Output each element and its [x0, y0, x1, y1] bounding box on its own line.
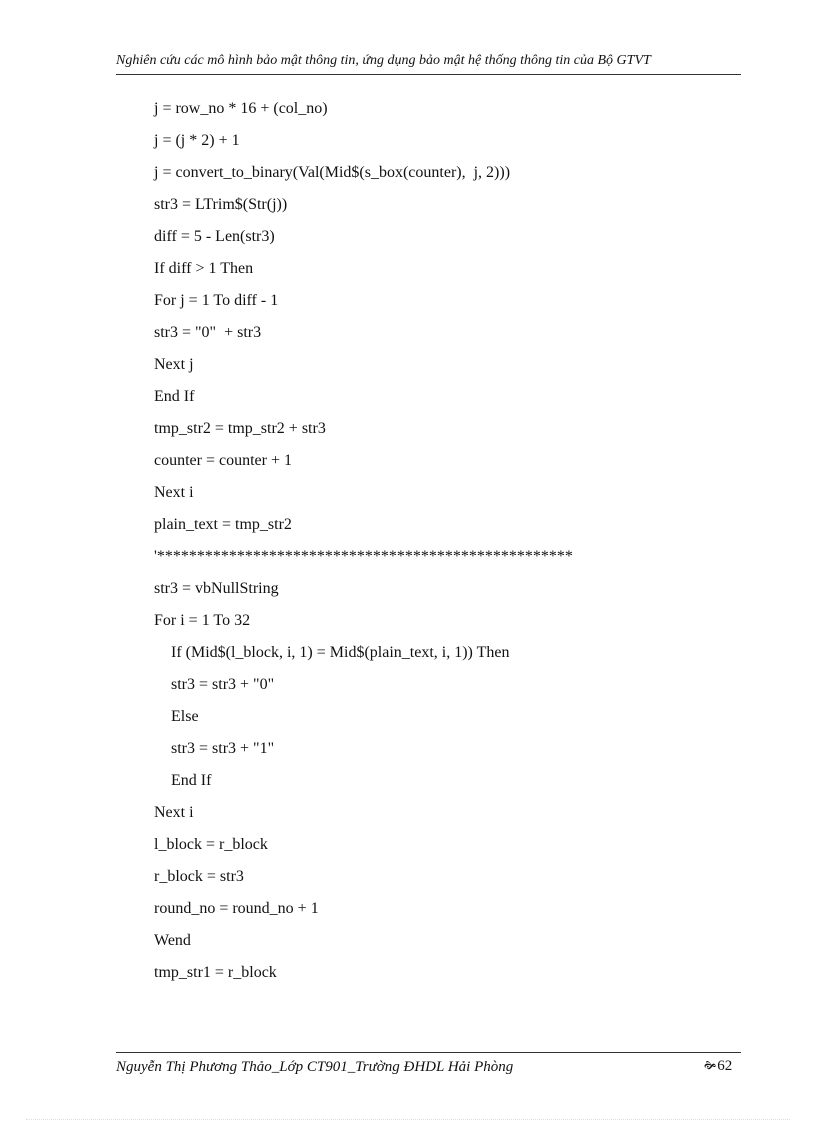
code-line: For i = 1 To 32: [154, 612, 251, 629]
code-line: Next i: [154, 804, 194, 821]
code-line: Next i: [154, 484, 194, 501]
page-header: Nghiên cứu các mô hình bảo mật thông tin, ứng dụng bảo mật hệ thống thông tin của Bộ GTVT: [116, 53, 651, 68]
code-line: str3 = "0" + str3: [154, 324, 262, 341]
page-footer: Nguyễn Thị Phương Thảo_Lớp CT901_Trường ĐHDL Hải Phòng: [116, 1059, 514, 1075]
code-block: [154, 97, 754, 993]
code-line: counter = counter + 1: [154, 452, 292, 469]
code-line: j = row_no * 16 + (col_no): [154, 100, 328, 117]
code-line: j = convert_to_binary(Val(Mid$(s_box(counter), j, 2))): [154, 164, 511, 181]
page-edge-divider: [26, 1119, 790, 1120]
code-line: str3 = str3 + "1": [171, 740, 275, 757]
ornament-icon: 🙞: [704, 1060, 717, 1072]
code-line: str3 = str3 + "0": [171, 676, 275, 693]
code-line: For j = 1 To diff - 1: [154, 292, 279, 309]
code-line: l_block = r_block: [154, 836, 268, 853]
code-line: str3 = LTrim$(Str(j)): [154, 196, 288, 213]
code-line: Else: [171, 708, 199, 725]
footer-rule: [116, 1052, 741, 1053]
code-line: tmp_str1 = r_block: [154, 964, 277, 981]
code-line: If (Mid$(l_block, i, 1) = Mid$(plain_text, i, 1)) Then: [171, 644, 510, 661]
code-line: plain_text = tmp_str2: [154, 516, 292, 533]
code-line: str3 = vbNullString: [154, 580, 279, 597]
code-line: If diff > 1 Then: [154, 260, 254, 277]
code-line: End If: [154, 388, 195, 405]
code-line: round_no = round_no + 1: [154, 900, 319, 917]
code-line: Next j: [154, 356, 194, 373]
code-line: r_block = str3: [154, 868, 244, 885]
code-line: End If: [171, 772, 212, 789]
header-rule: [116, 74, 741, 75]
code-line: j = (j * 2) + 1: [154, 132, 240, 149]
code-comment-line: '****************************************************: [154, 548, 573, 565]
page-number-value: 62: [717, 1058, 733, 1074]
page-number: [704, 1056, 732, 1076]
code-line: diff = 5 - Len(str3): [154, 228, 275, 245]
code-line: Wend: [154, 932, 191, 949]
code-line: tmp_str2 = tmp_str2 + str3: [154, 420, 326, 437]
